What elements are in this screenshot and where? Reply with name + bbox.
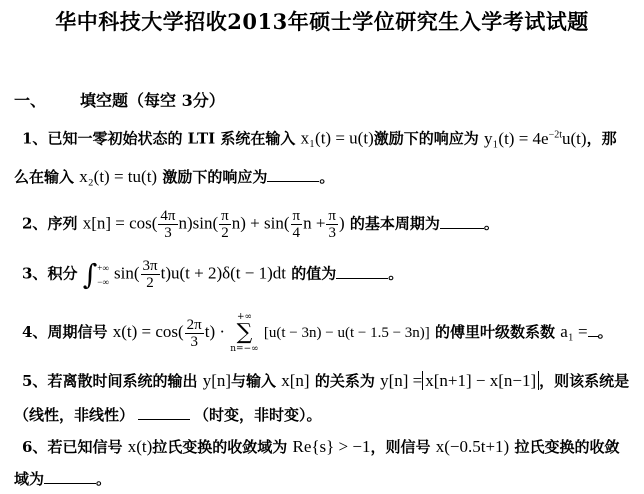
q5-text-f: （时变，非时变）。 [194, 406, 322, 424]
q1-text-b: 激励下的响应为 [373, 129, 479, 148]
q5-text-c: 的关系为 [314, 372, 375, 390]
question-5-line-1 [22, 370, 629, 392]
q1-text-d: 么在输入 [14, 168, 75, 186]
q6-text-b: 拉氏变换的收敛域为 [152, 438, 288, 456]
q5-expr-b: x[n] [281, 371, 310, 390]
q3-number: 3、 [22, 264, 48, 283]
q4-expr-c: [u(t − 3n) − u(t − 1.5 − 3n)] [263, 325, 430, 341]
section-heading [14, 88, 225, 111]
q3-text-b: 的值为 [291, 264, 337, 283]
q2-fraction-4: $\frac{\pi}{3}$ [328, 208, 336, 241]
q1-input-expr: x₁(t) = u(t) [300, 128, 374, 148]
q1-text-f: 。 [319, 168, 335, 186]
q2-fraction-2: $\frac{\pi}{2}$ [221, 208, 229, 241]
q2-expr-e: ) [339, 213, 345, 233]
q5-answer-blank-1[interactable] [138, 405, 190, 420]
q6-text-c: ，则信号 [370, 438, 431, 456]
q2-expr-a: x[n] = cos( [82, 213, 158, 233]
q4-text-a: 周期信号 [47, 323, 108, 341]
q4-coefficient: a₁ = [560, 322, 588, 341]
q5-text-e: （线性，非线性） [14, 406, 135, 424]
q1-text-a: 已知一零初始状态的 LTI 系统在输入 [47, 129, 296, 148]
q5-text-a: 若离散时间系统的输出 [47, 372, 198, 390]
q3-expr-b: t)u(t + 2)δ(t − 1)dt [160, 263, 286, 283]
q1-number: 1、 [22, 129, 48, 148]
q4-answer-blank[interactable] [588, 322, 598, 337]
q2-expr-b: n)sin( [178, 213, 219, 233]
q1-text-c: ，那 [586, 129, 617, 148]
q2-text-b: 的基本周期为 [349, 214, 440, 233]
q3-text-a: 积分 [47, 264, 78, 283]
exam-title: 华中科技大学招收2013年硕士学位研究生入学考试试题 [55, 9, 589, 34]
question-2 [22, 208, 499, 241]
integral-lower-limit: −∞ [97, 276, 109, 287]
q6-text-f: 。 [96, 470, 112, 488]
q3-answer-blank[interactable] [336, 264, 388, 279]
q1-text-e: 激励下的响应为 [162, 168, 268, 186]
q4-expr-b: t) · [204, 322, 226, 341]
integral-limits [97, 261, 109, 289]
q6-text-a: 若已知信号 [47, 438, 123, 456]
q2-text-c: 。 [483, 214, 499, 233]
q2-fraction-1: $\frac{4\pi}{3}$ [160, 208, 176, 241]
q4-expr-a: x(t) = cos( [112, 322, 184, 341]
question-3 [22, 258, 403, 291]
q6-expr-c: x(−0.5t+1) [435, 437, 510, 456]
q6-number: 6、 [22, 438, 48, 456]
question-5-line-2 [14, 404, 322, 426]
q6-text-e: 域为 [14, 470, 45, 488]
q6-expr-a: x(t) [127, 437, 153, 456]
summation-sign: +∞ ∑ n=−∞ [230, 312, 259, 354]
q6-expr-b: Re{s} > −1 [292, 437, 371, 456]
q2-number: 2、 [22, 214, 48, 233]
q5-text-b: 与输入 [231, 372, 277, 390]
section-label: 填空题（每空 3分） [80, 91, 225, 110]
question-6-line-1 [22, 436, 619, 458]
q5-text-d: ，则该系统是 [539, 372, 630, 390]
q3-fraction: $\frac{3\pi}{2}$ [142, 258, 158, 291]
q2-answer-blank[interactable] [440, 214, 484, 229]
q1-response-expr: $y_1(t) = 4e^{-2t}u(t)$ [483, 128, 587, 148]
question-6-line-2 [14, 468, 111, 490]
q5-expr-c: y[n] = [380, 371, 423, 390]
q2-expr-d: n + [303, 213, 326, 233]
q3-expr-a: sin( [114, 263, 140, 283]
question-4 [22, 312, 613, 354]
q4-number: 4、 [22, 323, 48, 341]
q1-input2-expr: x₂(t) = tu(t) [79, 167, 158, 186]
integral-upper-limit: +∞ [97, 262, 109, 273]
section-number: 一、 [14, 91, 47, 110]
q6-answer-blank[interactable] [44, 469, 96, 484]
q2-text-a: 序列 [47, 214, 78, 233]
q2-expr-c: n) + sin( [231, 213, 290, 233]
q4-text-b: 的傅里叶级数系数 [435, 323, 556, 341]
q4-fraction: $\frac{2\pi}{3}$ [186, 316, 202, 350]
q3-text-c: 。 [388, 264, 404, 283]
integral-sign: ∫ [82, 257, 98, 291]
q6-text-d: 拉氏变换的收敛 [514, 438, 620, 456]
q5-expr-a: y[n] [202, 371, 232, 390]
question-1-line-2 [14, 166, 334, 188]
q5-abs-expr: x[n+1] − x[n−1] [422, 371, 539, 390]
q5-number: 5、 [22, 372, 48, 390]
q2-fraction-3: $\frac{\pi}{4}$ [292, 208, 301, 241]
q1-answer-blank[interactable] [267, 167, 319, 182]
q4-text-c: 。 [597, 323, 613, 341]
question-1-line-1 [22, 124, 617, 150]
